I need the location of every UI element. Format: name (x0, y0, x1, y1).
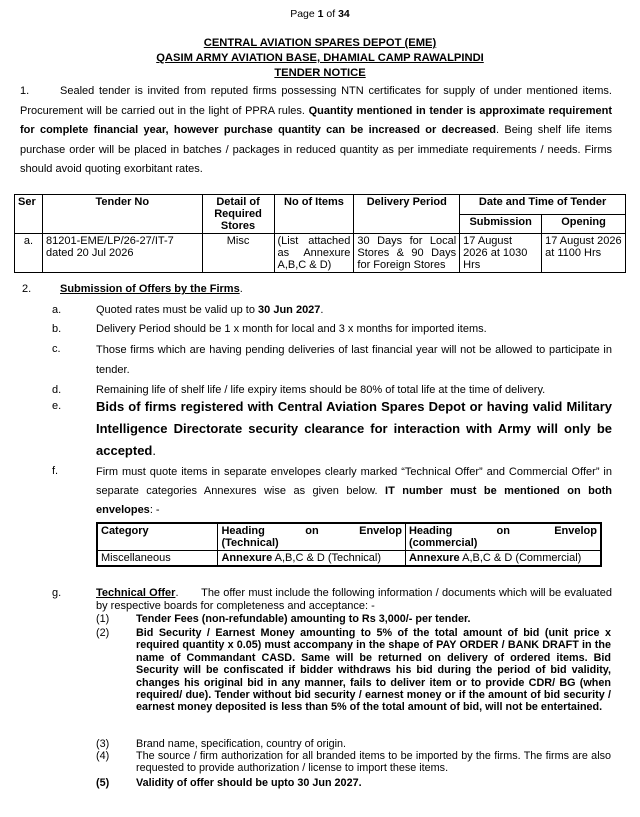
envelope-table: Category Heading on Envelop (Technical) Heading on Envelop (commercial) Miscellaneous Annexure A,B,C & D (Technical) Annexure A,B,C & D (Commercial) (96, 522, 602, 567)
col-delivery: Delivery Period (354, 195, 460, 234)
col-ser: Ser (15, 195, 43, 234)
col-opening: Opening (542, 214, 626, 234)
paragraph-1: 1. Sealed tender is invited from reputed firms possessing NTN certificates for supply of under mentioned items. Procurement will be carried out in the light of PPRA rules. Quantity mentioned in tender is approximate requirement for complete financial year, however purchase quantity can be increased or decreased. Being shelf life items purchase order will be placed in batches / packages in reduced quantity as per immediate requirements / needs. Firms should avoid quoting exorbitant rates. (20, 82, 612, 180)
header-tender-notice: TENDER NOTICE (274, 67, 366, 79)
col-submission: Submission (460, 214, 542, 234)
item-2a: a. Quoted rates must be valid up to 30 Jun 2027. (52, 304, 324, 316)
col-items: No of Items (274, 195, 354, 234)
tender-table (14, 194, 626, 273)
table-row: a. 81201-EME/LP/26-27/IT-7 dated 20 Jul 2026 Misc (List attached as Annexure A,B,C & D) 30 Days for Local Stores & 90 Days for Foreign Stores 17 August 2026 at 1030 Hrs 17 August 2026 at 1100 Hrs (15, 234, 626, 273)
item-2e: e. Bids of firms registered with Central Aviation Spares Depot or having valid Military Intelligence Directorate security clearance for interaction with Army will only be accepted. (52, 399, 612, 458)
col-date-time: Date and Time of Tender (460, 195, 626, 215)
item-2b: b. Delivery Period should be 1 x month for local and 3 x months for imported items. (52, 323, 487, 335)
list-item: (5) Validity of offer should be upto 30 Jun 2027. (96, 777, 362, 789)
item-2g: g. Technical Offer. The offer must include the following information / documents which will be evaluated by respective boards for completeness and acceptance: - (52, 587, 612, 612)
page-number: Page 1 of 34 (290, 8, 350, 20)
item-2c: c. Those firms which are having pending deliveries of last financial year will not be allowed to participate in tender. (52, 343, 612, 376)
list-item: (3) Brand name, specification, country of origin. (96, 738, 347, 750)
table-row: Miscellaneous Annexure A,B,C & D (Technical) Annexure A,B,C & D (Commercial) (97, 551, 601, 567)
item-2d: d. Remaining life of shelf life / life expiry items should be 80% of total life at the time of delivery. (52, 384, 546, 396)
col-detail: Detail of Required Stores (202, 195, 274, 234)
list-item: (2) Bid Security / Earnest Money amounting to 5% of the total amount of bid (unit price x required quantity x 0.05) must accompany in the shape of PAY ORDER / BANK DRAFT in the name of Commandant CASD. Same will be returned on delivery of ordered items. Bid Security will be confiscated if bidder withdraws his bid during the period of bid validity, changes his original bid in any manner, fails to deliver item or to provide CDR/ BG (when required/ due). Tender without bid security / earnest money or if the amount of bid security / earnest money deposited is less than 5% of the total amount of bid, will not be entertained. (96, 627, 611, 714)
header-base-name: QASIM ARMY AVIATION BASE, DHAMIAL CAMP RAWALPINDI (156, 52, 484, 64)
list-item: (1) Tender Fees (non-refundable) amounting to Rs 3,000/- per tender. (96, 613, 471, 625)
header-depot-name: CENTRAL AVIATION SPARES DEPOT (EME) (203, 37, 437, 49)
paragraph-number: 1. (20, 85, 30, 97)
col-tender-no: Tender No (42, 195, 202, 234)
section-2-heading: 2. Submission of Offers by the Firms. (22, 283, 243, 295)
item-2f: f. Firm must quote items in separate envelopes clearly marked “Technical Offer” and Commercial Offer” in separate categories Annexures wise as given below. IT number must be mentioned on both envelopes: - (52, 465, 612, 516)
list-item: (4) The source / firm authorization for all branded items to be imported by the firms. The firms are also requested to provide authorization / license to import these items. (96, 750, 611, 775)
